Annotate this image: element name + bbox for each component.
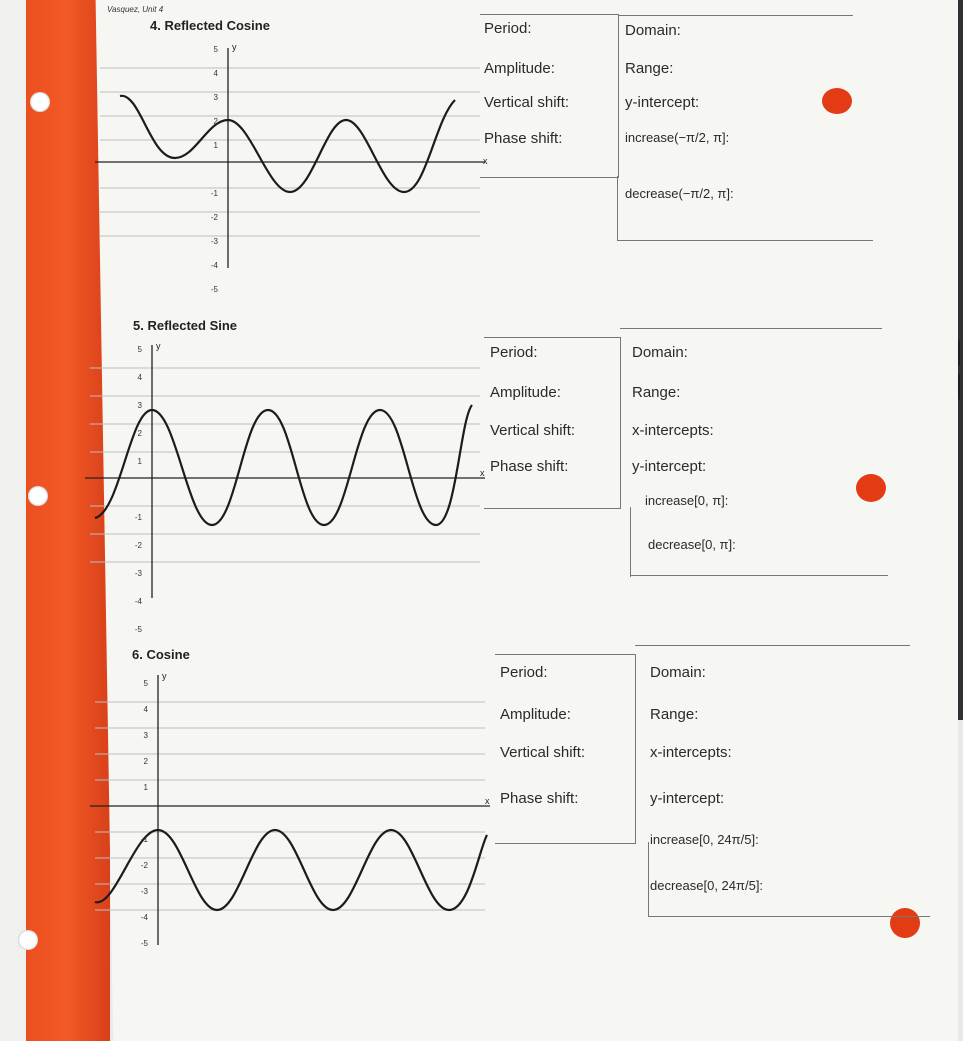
y-tick-label: 3 <box>213 93 218 102</box>
period-label: Period: <box>484 20 532 37</box>
y-tick-label: 2 <box>137 429 142 438</box>
domain-label: Domain: <box>632 344 688 361</box>
y-tick-label: -5 <box>134 625 142 634</box>
y-tick-label: 4 <box>213 69 218 78</box>
y-tick-label: -4 <box>140 913 148 922</box>
section-title: 5. Reflected Sine <box>133 318 238 333</box>
y-axis-label: y <box>162 671 167 681</box>
y-tick-label: -3 <box>140 887 148 896</box>
y-tick-label: 5 <box>213 45 218 54</box>
decrease-label: decrease[0, π]: <box>648 537 736 552</box>
background-strip <box>0 0 26 1041</box>
y-tick-label: -1 <box>140 835 148 844</box>
y-tick-label: -5 <box>210 285 218 294</box>
divider <box>617 176 618 241</box>
increase-label: increase(−π/2, π]: <box>625 130 730 145</box>
divider <box>630 507 631 577</box>
graph-reflected-cosine <box>90 40 490 294</box>
student-name: Vasquez, Unit 4 <box>107 5 164 14</box>
phase-shift-label: Phase shift: <box>490 458 569 475</box>
curve <box>120 96 455 192</box>
y-tick-label: 3 <box>137 401 142 410</box>
range-label: Range: <box>650 706 699 723</box>
y-tick-label: 1 <box>143 783 148 792</box>
phase-shift-label: Phase shift: <box>484 130 563 147</box>
amplitude-label: Amplitude: <box>500 706 571 723</box>
y-tick-label: 5 <box>143 679 148 688</box>
binder-hole <box>18 930 38 950</box>
y-axis-label: y <box>156 341 161 351</box>
x-axis-label: x <box>485 796 490 806</box>
vertical-shift-label: Vertical shift: <box>500 744 586 761</box>
divider <box>648 916 930 917</box>
amplitude-label: Amplitude: <box>484 60 555 77</box>
x-intercepts-label: x-intercepts: <box>650 744 732 761</box>
graph-cosine <box>85 670 495 948</box>
y-tick-label: 3 <box>143 731 148 740</box>
domain-label: Domain: <box>650 664 706 681</box>
graph-reflected-sine <box>80 340 490 634</box>
y-tick-label: -2 <box>210 213 218 222</box>
y-tick-label: 4 <box>137 373 142 382</box>
y-tick-label: 1 <box>213 141 218 150</box>
section-title: 4. Reflected Cosine <box>150 18 270 33</box>
binder-hole <box>28 486 48 506</box>
divider <box>630 575 888 576</box>
y-tick-label: -2 <box>140 861 148 870</box>
binder-hole <box>890 908 920 938</box>
x-intercepts-label: x-intercepts: <box>632 422 714 439</box>
divider <box>620 328 882 329</box>
curve <box>95 830 487 910</box>
vertical-shift-label: Vertical shift: <box>490 422 576 439</box>
binder-hole <box>856 474 886 502</box>
amplitude-label: Amplitude: <box>490 384 561 401</box>
binder-hole <box>30 92 50 112</box>
divider <box>618 240 873 241</box>
section-title: 6. Cosine <box>132 647 190 662</box>
decrease-label: decrease(−π/2, π]: <box>625 186 734 201</box>
increase-label: increase[0, π]: <box>645 493 729 508</box>
y-tick-label: 4 <box>143 705 148 714</box>
x-axis-label: x <box>480 468 485 478</box>
period-label: Period: <box>490 344 538 361</box>
range-label: Range: <box>632 384 681 401</box>
period-label: Period: <box>500 664 548 681</box>
y-tick-label: 2 <box>213 117 218 126</box>
y-tick-label: -3 <box>134 569 142 578</box>
binder-hole <box>822 88 852 114</box>
vertical-shift-label: Vertical shift: <box>484 94 570 111</box>
y-tick-label: -2 <box>134 541 142 550</box>
y-tick-label: -5 <box>140 939 148 948</box>
y-tick-label: -3 <box>210 237 218 246</box>
y-tick-label: 5 <box>137 345 142 354</box>
y-intercept-label: y-intercept: <box>632 458 707 475</box>
phase-shift-label: Phase shift: <box>500 790 579 807</box>
x-axis-label: x <box>483 156 488 166</box>
y-tick-label: 1 <box>137 457 142 466</box>
y-tick-label: 2 <box>143 757 148 766</box>
y-intercept-label: y-intercept: <box>625 94 700 111</box>
y-intercept-label: y-intercept: <box>650 790 725 807</box>
divider <box>635 645 910 646</box>
y-tick-label: -4 <box>134 597 142 606</box>
divider <box>648 842 649 917</box>
decrease-label: decrease[0, 24π/5]: <box>650 878 764 893</box>
divider <box>618 15 853 16</box>
increase-label: increase[0, 24π/5]: <box>650 832 759 847</box>
y-axis-label: y <box>232 42 237 52</box>
domain-label: Domain: <box>625 22 681 39</box>
y-tick-label: -1 <box>210 189 218 198</box>
y-tick-label: -4 <box>210 261 218 270</box>
y-tick-label: -1 <box>134 513 142 522</box>
range-label: Range: <box>625 60 674 77</box>
